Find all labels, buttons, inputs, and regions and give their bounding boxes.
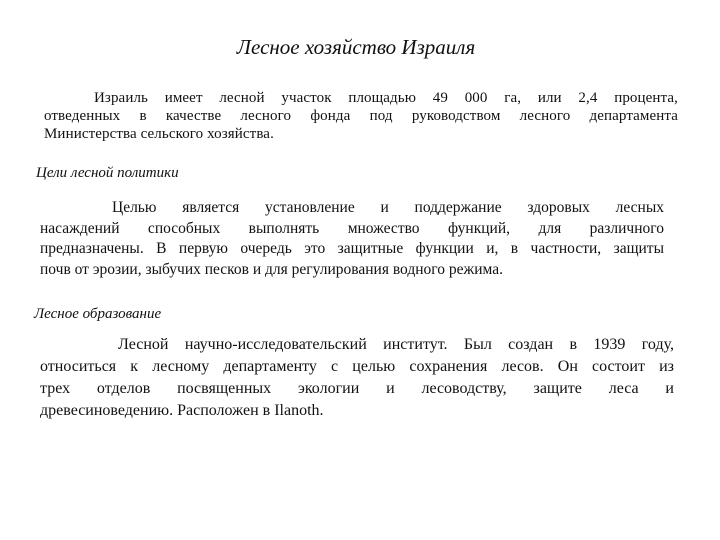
paragraph-line: древесиноведению. Расположен в Ilanoth. (40, 402, 324, 419)
paragraph-line: Целью является установление и поддержание здоровых лесных (112, 199, 664, 216)
intro-paragraph (44, 89, 678, 143)
paragraph-line: Лесной научно-исследовательский институт. Был создан в 1939 году, (118, 336, 674, 353)
intro-line: отведенных в качестве лесного фонда под руководством лесного департамента (44, 108, 678, 124)
paragraph-line: предназначены. В первую очередь это защитные функции и, в частности, защиты (40, 240, 664, 257)
forest-policy-paragraph (40, 198, 664, 280)
forest-education-paragraph (40, 334, 674, 422)
paragraph-line: трех отделов посвященных экологии и лесоводству, защите леса и (40, 380, 674, 397)
section-heading-forest-policy: Цели лесной политики (36, 165, 179, 181)
intro-line: Министерства сельского хозяйства. (44, 126, 274, 142)
paragraph-line: почв от эрозии, зыбучих песков и для регулирования водного режима. (40, 260, 503, 278)
paragraph-line: насаждений способных выполнять множество функций, для различного (40, 219, 664, 237)
section-heading-forest-education: Лесное образование (34, 306, 162, 322)
intro-line: Израиль имеет лесной участок площадью 49 000 га, или 2,4 процента, (94, 90, 678, 106)
paragraph-line: относиться к лесному департаменту с целью сохранения лесов. Он состоит из (40, 358, 674, 375)
page-title: Лесное хозяйство Израиля (236, 35, 476, 59)
